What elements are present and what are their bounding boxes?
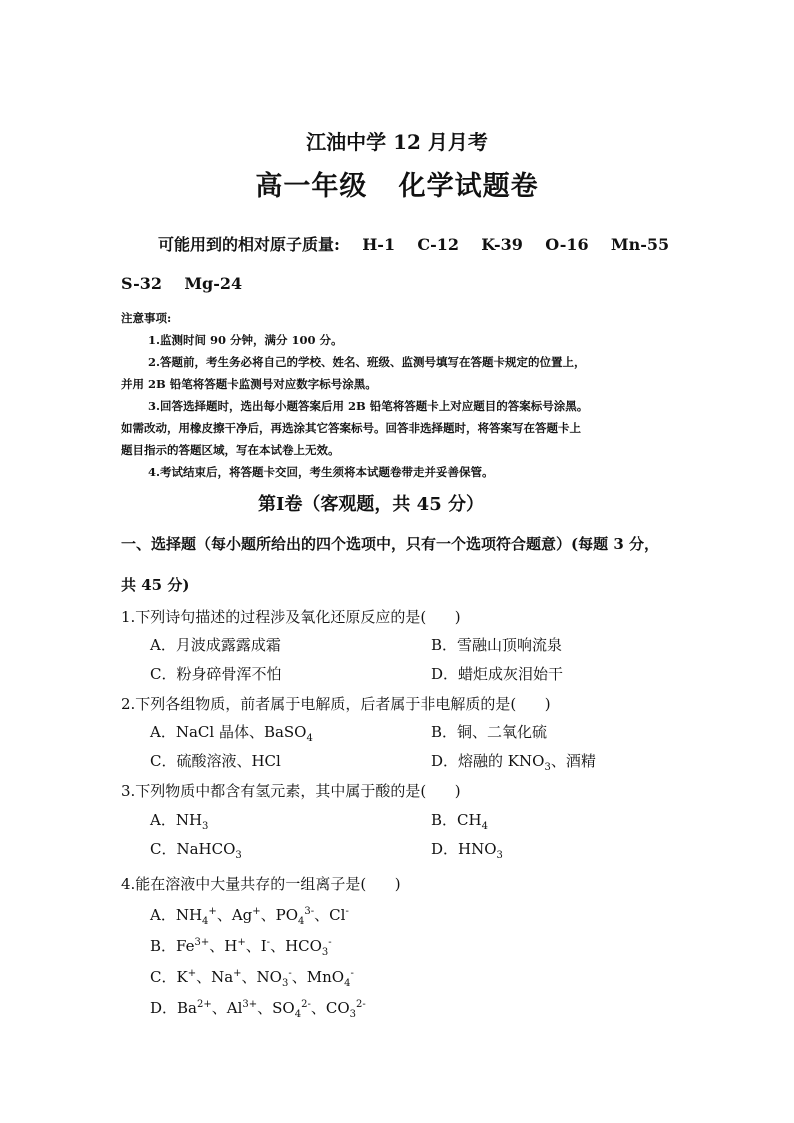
subscript: 3 (321, 947, 329, 958)
formula-text: 、I (245, 937, 267, 955)
formula-text: A．NH (150, 906, 203, 924)
section-title: 第Ⅰ卷（客观题，共 45 分） (258, 494, 485, 515)
question-1-option-a: A．月波成露露成霜 (150, 636, 281, 654)
superscript: - (328, 937, 332, 948)
superscript: 2- (356, 999, 366, 1010)
subscript: 4 (344, 978, 351, 989)
question-1-option-d: D．蜡炬成灰泪始干 (431, 665, 564, 683)
subscript: 4 (298, 916, 305, 927)
subscript: 3 (202, 821, 209, 832)
question-2-option-b: B．铜、二氧化硫 (431, 723, 548, 741)
notice-item-2a: 2.答题前，考生务必将自己的学校、姓名、班级、监测号填写在答题卡规定的位置上， (148, 355, 586, 369)
subscript: 4 (481, 821, 488, 832)
superscript: 3+ (194, 937, 210, 948)
formula-text: D．Ba (150, 999, 197, 1017)
question-2-option-a (150, 721, 313, 742)
formula-text: 、HCO (270, 937, 322, 955)
school-title: 江油中学 12 月月考 (306, 130, 488, 154)
superscript: + (237, 937, 246, 948)
formula-text: 、Na (196, 968, 234, 986)
superscript: - (345, 906, 349, 917)
formula-text: A．NaCl 晶体、BaSO (150, 723, 307, 741)
subscript: 3 (349, 1009, 356, 1020)
section-instructions-b: 共 45 分) (121, 576, 190, 594)
question-2-option-d (431, 750, 596, 771)
formula-text: 、酒精 (550, 752, 596, 770)
question-2-option-c: C．硫酸溶液、HCl (150, 752, 281, 770)
exam-title: 高一年级 化学试题卷 (255, 171, 539, 202)
superscript: 3- (304, 906, 315, 917)
formula-text: 、NO (241, 968, 282, 986)
atomic-mass-line1: 可能用到的相对原子质量: H-1 C-12 K-39 O-16 Mn-55 (158, 235, 670, 254)
formula-text: D．熔融的 KNO (431, 752, 545, 770)
superscript: + (252, 906, 261, 917)
subscript: 4 (306, 733, 313, 744)
formula-text: 、CO (310, 999, 350, 1017)
subscript: 3 (235, 850, 242, 861)
formula-text: 、Cl (314, 906, 346, 924)
formula-text: C．K (150, 968, 188, 986)
question-1-stem: 1.下列诗句描述的过程涉及氧化还原反应的是( ) (121, 608, 461, 626)
question-4-option-a (150, 904, 349, 925)
subscript: 4 (294, 1009, 302, 1020)
question-4-stem: 4.能在溶液中大量共存的一组离子是( ) (121, 875, 401, 893)
formula-text: 、PO (260, 906, 299, 924)
formula-text: B．CH (431, 811, 482, 829)
question-3-option-a (150, 809, 208, 830)
superscript: + (208, 906, 217, 917)
superscript: + (187, 968, 197, 979)
superscript: - (266, 937, 271, 948)
superscript: 2- (301, 999, 311, 1010)
subscript: 3 (281, 978, 289, 989)
section-instructions-a: 一、选择题（每小题所给出的四个选项中，只有一个选项符合题意）(每题 3 分， (121, 535, 659, 553)
atomic-mass-line2: S-32 Mg-24 (121, 274, 243, 293)
superscript: - (350, 968, 354, 979)
question-1-option-b: B．雪融山顶响流泉 (431, 636, 563, 654)
question-4-option-c (150, 966, 354, 987)
notice-item-3b: 如需改动，用橡皮擦干净后，再选涂其它答案标号。回答非选择题时，将答案写在答题卡上 (121, 421, 581, 435)
notice-heading: 注意事项: (121, 311, 172, 325)
formula-text: 、SO (257, 999, 295, 1017)
question-3-option-d (431, 838, 503, 859)
subscript: 3 (496, 850, 503, 861)
superscript: + (233, 968, 242, 979)
superscript: 2+ (197, 999, 212, 1010)
notice-item-1: 1.监测时间 90 分钟，满分 100 分。 (148, 333, 343, 347)
superscript: 3+ (242, 999, 258, 1010)
notice-item-4: 4.考试结束后，将答题卡交回，考生须将本试题卷带走并妥善保管。 (148, 465, 494, 479)
question-3-stem: 3.下列物质中都含有氢元素，其中属于酸的是( ) (121, 782, 461, 800)
formula-text: 、Ag (216, 906, 253, 924)
question-2-stem: 2.下列各组物质，前者属于电解质，后者属于非电解质的是( ) (121, 695, 551, 713)
formula-text: A．NH (150, 811, 203, 829)
formula-text: C．NaHCO (150, 840, 236, 858)
question-4-option-d (150, 997, 366, 1018)
formula-text: 、Al (211, 999, 243, 1017)
subscript: 4 (202, 916, 209, 927)
superscript: - (288, 968, 292, 979)
formula-text: 、MnO (291, 968, 345, 986)
question-4-option-b (150, 935, 332, 956)
question-3-option-c (150, 838, 242, 859)
notice-item-2b: 并用 2B 铅笔将答题卡监测号对应数字标号涂黑。 (121, 377, 377, 391)
subscript: 3 (544, 762, 551, 773)
formula-text: D．HNO (431, 840, 497, 858)
notice-item-3c: 题目指示的答题区域，写在本试卷上无效。 (121, 443, 340, 457)
formula-text: B．Fe (150, 937, 195, 955)
question-1-option-c: C．粉身碎骨浑不怕 (150, 665, 282, 683)
notice-item-3a: 3.回答选择题时，选出每小题答案后用 2B 铅笔将答题卡上对应题目的答案标号涂黑。 (148, 399, 589, 413)
formula-text: 、H (209, 937, 238, 955)
question-3-option-b (431, 809, 488, 830)
